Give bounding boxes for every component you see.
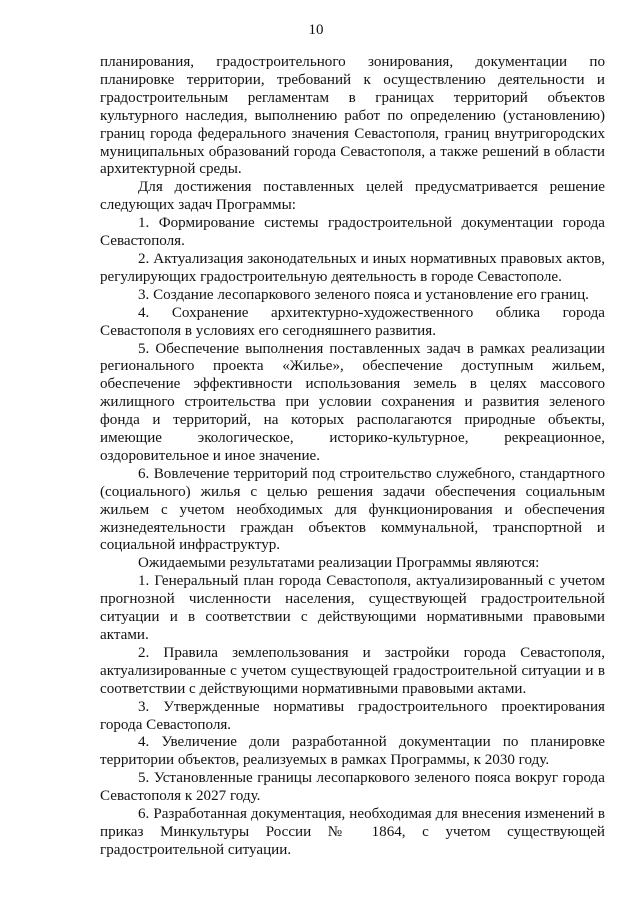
paragraph-result-3: 3. Утвержденные нормативы градостроительного проектирования города Севастополя.: [100, 698, 605, 733]
paragraph-task-1: 1. Формирование системы градостроительной документации города Севастополя.: [100, 215, 605, 250]
paragraph-task-5: 5. Обеспечение выполнения поставленных задач в рамках реализации регионального проекта «Жилье», обеспечение доступным жильем, обеспечение эффективности использования земель в целях массового жилищного строительства при условии сохранения и развития зеленого фонда и территорий, на которых располагаются природные объекты, имеющие экологическое, историко-культурное, рекреационное, оздоровительное и иное значение.: [100, 340, 605, 464]
paragraph-result-4: 4. Увеличение доли разработанной документации по планировке территории объектов, реализуемых в рамках Программы, к 2030 году.: [100, 734, 605, 769]
paragraph-continuation: планирования, градостроительного зонирования, документации по планировке территории, требований к осуществлению деятельности и градостроительным регламентам в границах территорий объектов культурного наследия, выполнению работ по определению (установлению) границ города федерального значения Севастополя, границ внутригородских муниципальных образований города Севастополя, а также решений в области архитектурной среды.: [100, 54, 605, 178]
paragraph-result-2: 2. Правила землепользования и застройки города Севастополя, актуализированные с учетом существующей градостроительной ситуации и в соответствии с действующими нормативными правовыми актами.: [100, 644, 605, 697]
paragraph-task-2: 2. Актуализация законодательных и иных нормативных правовых актов, регулирующих градостроительную деятельность в городе Севастополе.: [100, 250, 605, 285]
paragraph-results-intro: Ожидаемыми результатами реализации Программы являются:: [138, 555, 540, 572]
paragraph-result-5: 5. Установленные границы лесопаркового зеленого пояса вокруг города Севастополя к 2027 году.: [100, 770, 605, 805]
paragraph-tasks-intro: Для достижения поставленных целей предусматривается решение следующих задач Программы:: [100, 179, 605, 214]
document-body: [100, 54, 605, 860]
paragraph-task-6: 6. Вовлечение территорий под строительство служебного, стандартного (социального) жилья с целью решения задачи обеспечения социальным жильем с учетом необходимых для функционирования и обеспечения жизнедеятельности граждан объектов коммунальной, транспортной и социальной инфраструктур.: [100, 465, 605, 554]
paragraph-task-3: 3. Создание лесопаркового зеленого пояса и установление его границ.: [138, 286, 589, 303]
paragraph-result-1: 1. Генеральный план города Севастополя, актуализированный с учетом прогнозной численности населения, существующей градостроительной ситуации и в соответствии с действующими нормативными правовыми актами.: [100, 573, 605, 643]
paragraph-task-4: 4. Сохранение архитектурно-художественного облика города Севастополя в условиях его сегодняшнего развития.: [100, 304, 605, 339]
paragraph-result-6: 6. Разработанная документация, необходимая для внесения изменений в приказ Минкультуры России № 1864, с учетом существующей градостроительной ситуации.: [100, 806, 605, 858]
page-number: 10: [308, 22, 324, 38]
